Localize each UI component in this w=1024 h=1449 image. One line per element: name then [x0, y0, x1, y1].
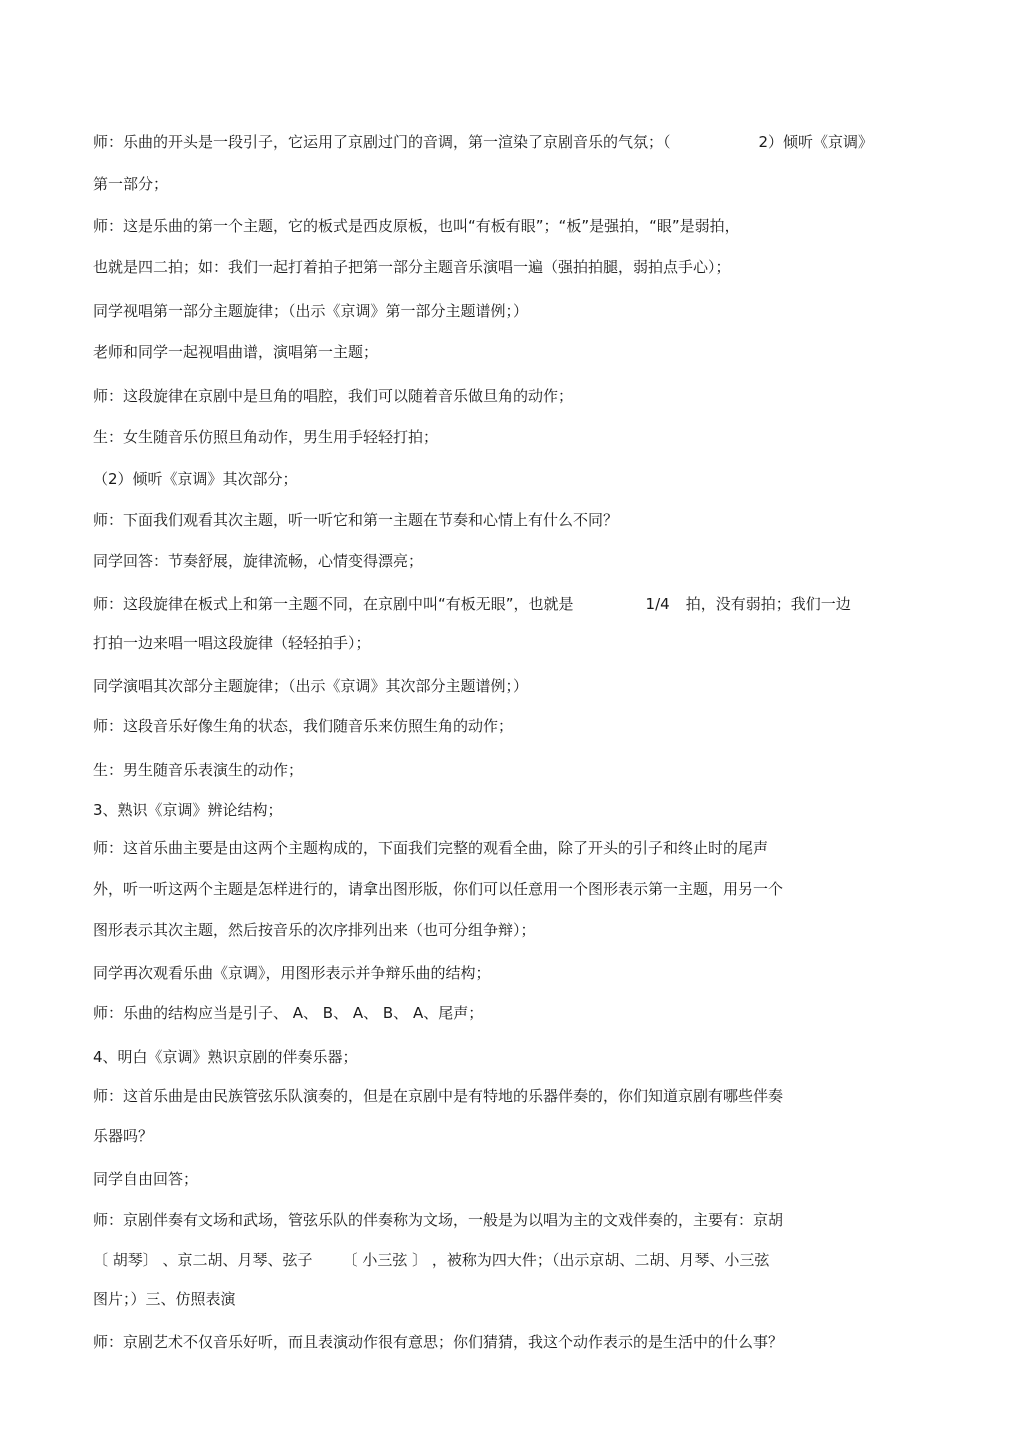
text-line [93, 301, 528, 321]
text-line [93, 510, 618, 530]
text-segment: 师：下面我们观看其次主题，听一听它和第一主题在节奏和心情上有什么不同？ [93, 511, 619, 529]
text-line [93, 174, 168, 194]
text-line [93, 386, 573, 406]
text-segment: 也就是四二拍；如：我们一起打着拍子把第一部分主题音乐演唱一遍（强拍拍腿，弱拍点手心）； [93, 258, 731, 276]
text-segment: 同学再次观看乐曲《京调》，用图形表示并争辩乐曲的结构； [93, 964, 491, 982]
text-segment: 生：女生随音乐仿照旦角动作，男生用手轻轻打拍； [93, 428, 439, 446]
text-segment: 外，听一听这两个主题是怎样进行的，请拿出图形版，你们可以任意用一个图形表示第一主题，用另一个 [93, 880, 784, 898]
text-line [93, 469, 298, 489]
text-segment: 〔 胡琴〕 、京二胡、月琴、弦子 [93, 1251, 313, 1269]
text-line [93, 594, 851, 614]
text-segment: 生：男生随音乐表演生的动作； [93, 761, 304, 779]
text-line [93, 1086, 783, 1106]
text-segment: 同学视唱第一部分主题旋律；（出示《京调》第一部分主题谱例；） [93, 302, 529, 320]
text-line [93, 760, 303, 780]
text-segment: 师：这段旋律在板式上和第一主题不同，在京剧中叫“有板无眼”，也就是 [93, 595, 574, 613]
text-line [93, 1126, 153, 1146]
text-line [93, 838, 768, 858]
text-segment: 拍，没有弱拍；我们一边 [685, 595, 851, 613]
text-line [93, 257, 731, 277]
text-segment: 师：乐曲的结构应当是引子、 A、 B、 A、 B、 A、尾声； [93, 1004, 484, 1022]
text-segment: 同学自由回答； [93, 1170, 199, 1188]
text-line [93, 216, 740, 236]
text-line [93, 1047, 358, 1067]
text-segment: 第一部分； [93, 175, 169, 193]
text-segment: 师：这首乐曲主要是由这两个主题构成的，下面我们完整的观看全曲，除了开头的引子和终止时的尾声 [93, 839, 769, 857]
text-line [93, 920, 536, 940]
text-line [93, 1003, 483, 1023]
text-line [93, 1332, 783, 1352]
text-line [93, 716, 513, 736]
text-segment: 2）倾听《京调》 [758, 133, 874, 151]
text-segment: 〔 小三弦 〕 ，被称为四大件；（出示京胡、二胡、月琴、小三弦 [342, 1251, 770, 1269]
text-segment: 打拍一边来唱一唱这段旋律（轻轻拍手）； [93, 634, 371, 652]
text-line [93, 633, 371, 653]
text-segment: （2）倾听《京调》其次部分； [93, 470, 298, 488]
text-line [93, 676, 528, 696]
text-line [93, 132, 873, 152]
text-line [93, 551, 423, 571]
text-line [93, 1289, 236, 1309]
text-segment: 师：这段音乐好像生角的状态，我们随音乐来仿照生角的动作； [93, 717, 514, 735]
text-segment: 师：京剧艺术不仅音乐好听，而且表演动作很有意思；你们猜猜，我这个动作表示的是生活中的什么事？ [93, 1333, 784, 1351]
text-line [93, 963, 491, 983]
text-line [93, 800, 283, 820]
text-segment: 师：京剧伴奏有文场和武场，管弦乐队的伴奏称为文场，一般是为以唱为主的文戏伴奏的，主要有：京胡 [93, 1211, 784, 1229]
text-line [93, 1169, 198, 1189]
text-segment: 1/4 [645, 595, 670, 613]
text-segment: 图片；）三、仿照表演 [93, 1290, 236, 1308]
text-segment: 师：乐曲的开头是一段引子，它运用了京剧过门的音调，第一渲染了京剧音乐的气氛；（ [93, 133, 671, 151]
text-segment: 师：这是乐曲的第一个主题，它的板式是西皮原板，也叫“有板有眼”；“板”是强拍，“眼”是弱拍， [93, 217, 740, 235]
text-line [93, 1250, 769, 1270]
text-segment: 师：这首乐曲是由民族管弦乐队演奏的，但是在京剧中是有特地的乐器伴奏的，你们知道京剧有哪些伴奏 [93, 1087, 784, 1105]
text-segment: 乐器吗？ [93, 1127, 154, 1145]
text-segment: 同学回答：节奏舒展，旋律流畅，心情变得漂亮； [93, 552, 424, 570]
text-segment: 师：这段旋律在京剧中是旦角的唱腔，我们可以随着音乐做旦角的动作； [93, 387, 574, 405]
text-segment: 老师和同学一起视唱曲谱，演唱第一主题； [93, 343, 379, 361]
text-segment: 同学演唱其次部分主题旋律；（出示《京调》其次部分主题谱例；） [93, 677, 529, 695]
text-line [93, 1210, 783, 1230]
text-line [93, 342, 378, 362]
text-segment: 图形表示其次主题，然后按音乐的次序排列出来（也可分组争辩）； [93, 921, 536, 939]
text-segment: 4、明白《京调》熟识京剧的伴奏乐器； [93, 1048, 358, 1066]
text-segment: 3、熟识《京调》辨论结构； [93, 801, 283, 819]
text-line [93, 879, 783, 899]
text-line [93, 427, 438, 447]
